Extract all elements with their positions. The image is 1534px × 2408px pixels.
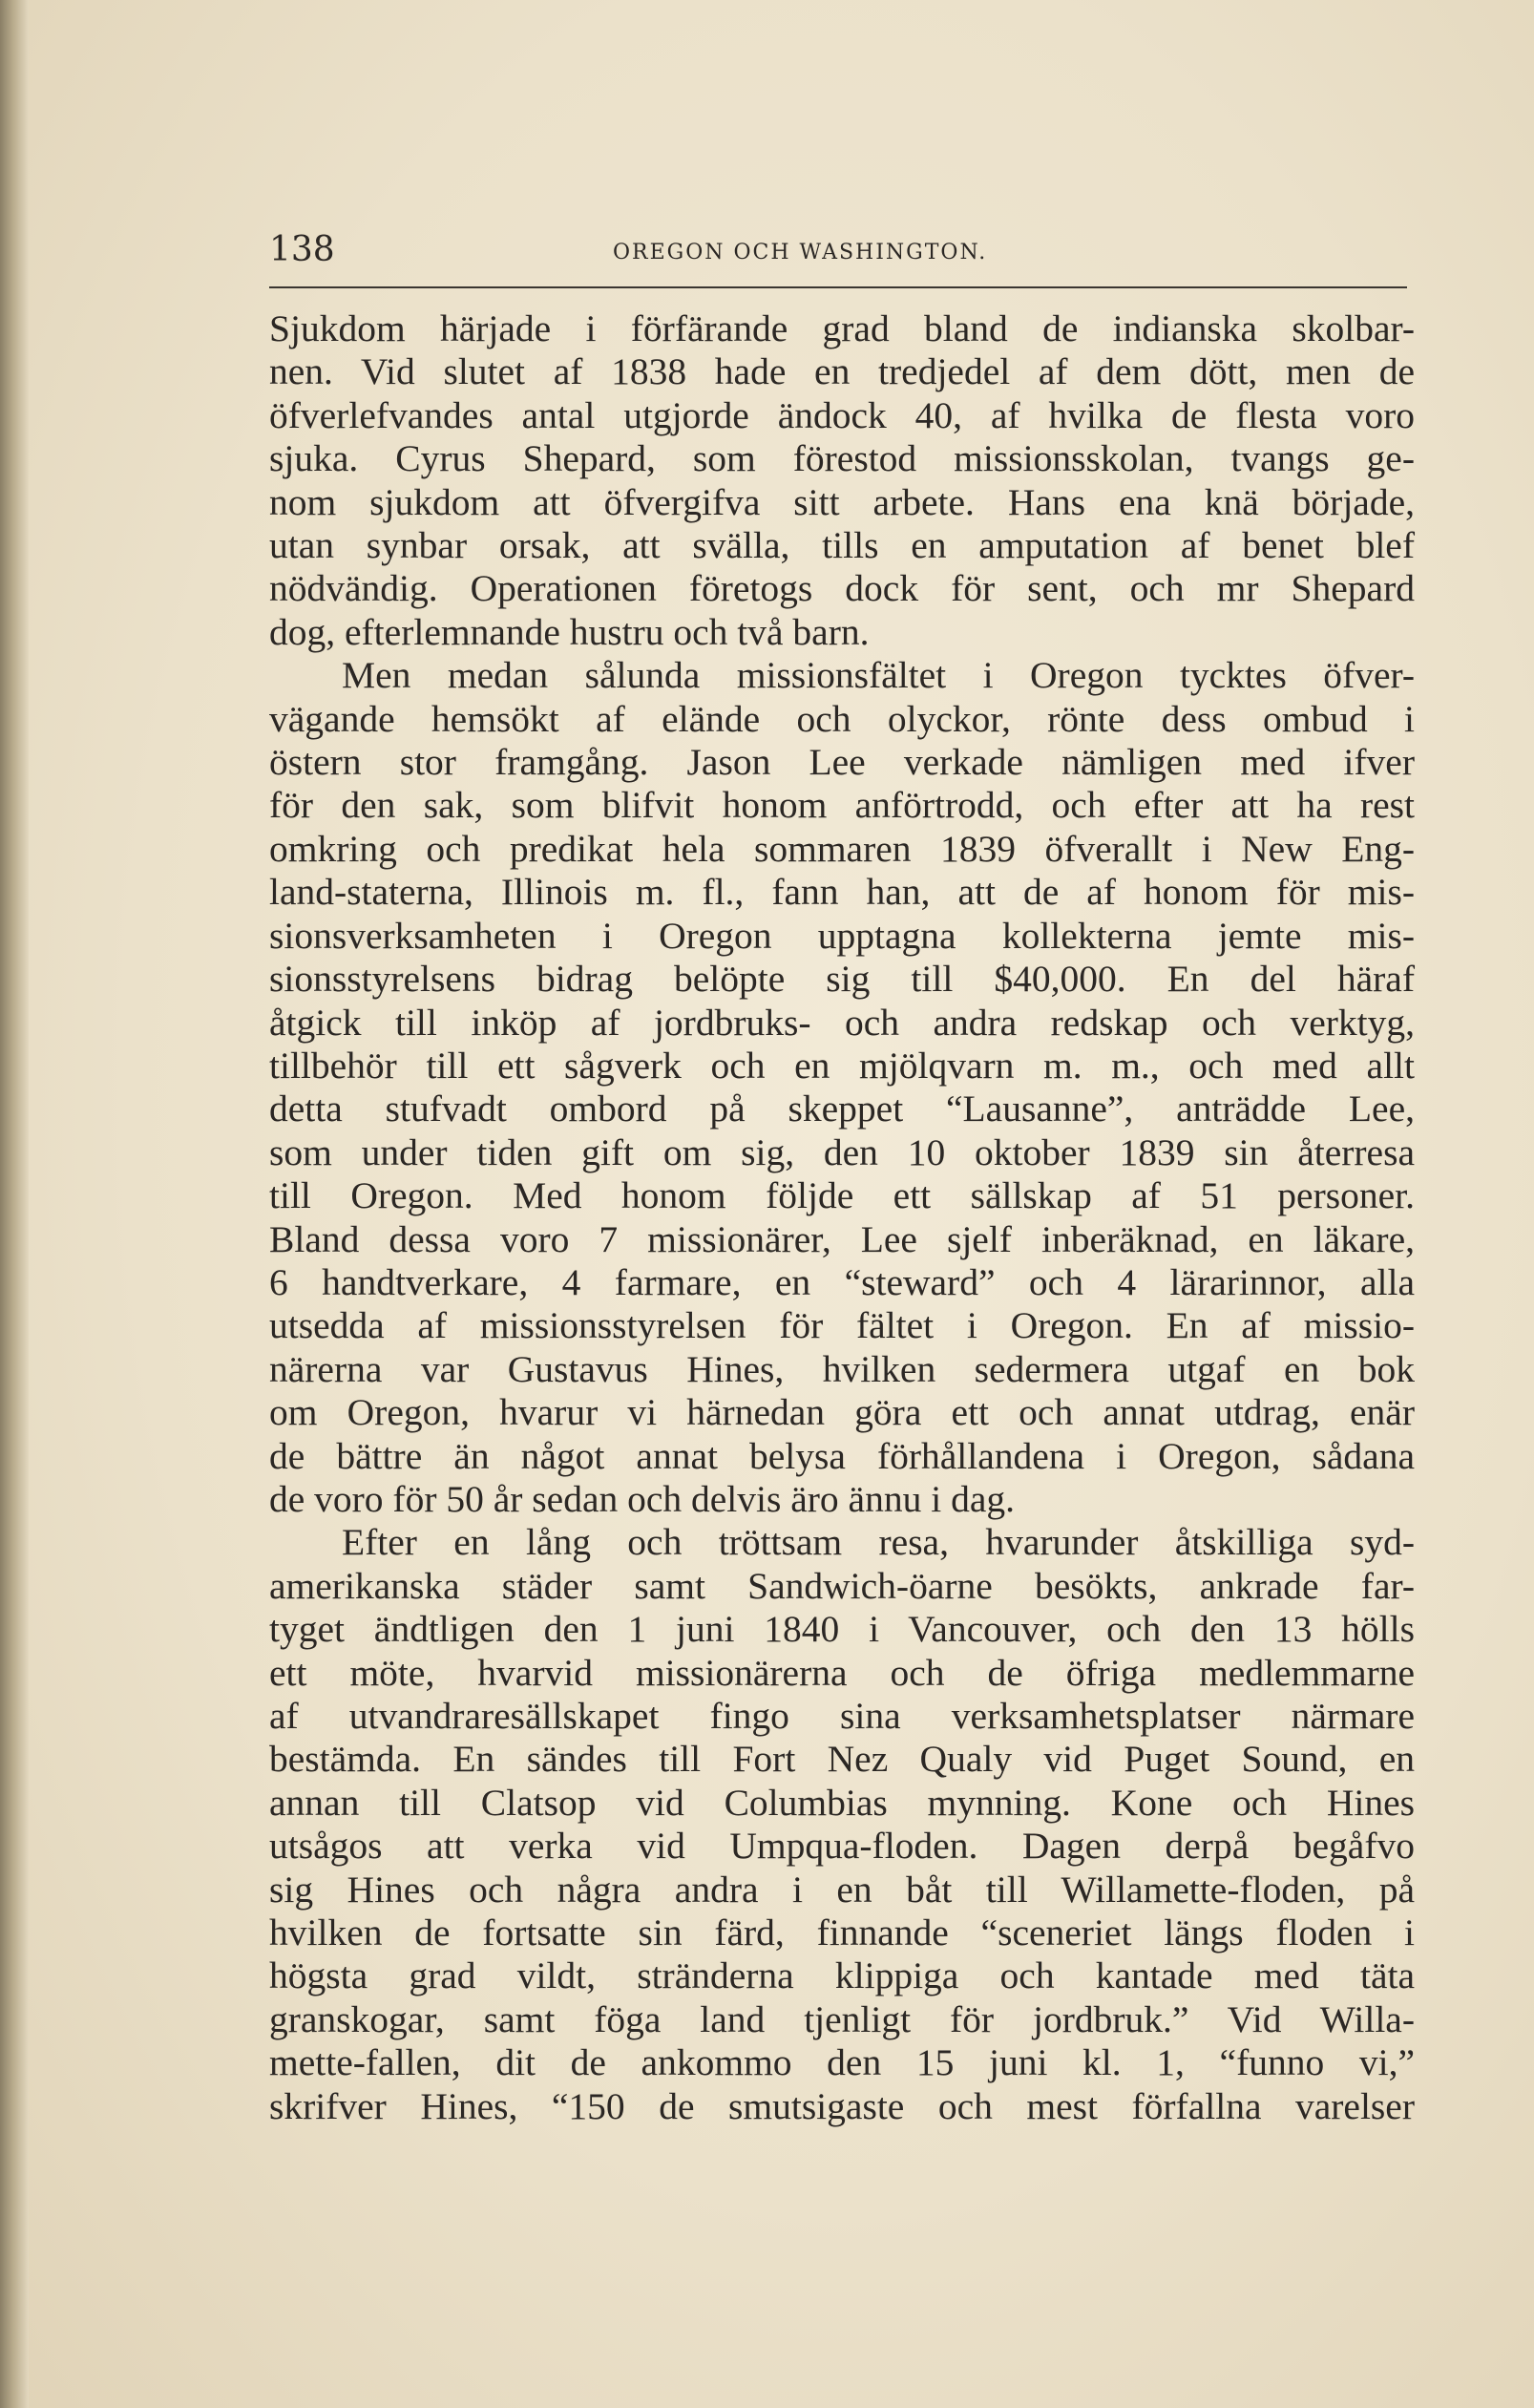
body-text [269,307,1415,2128]
text-line: nödvändig. Operationen företogs dock för sent, och mr Shepard [269,567,1415,610]
text-line: sjuka. Cyrus Shepard, som förestod missionsskolan, tvangs ge- [269,437,1415,480]
text-line: granskogar, samt föga land tjenligt för jordbruk.” Vid Willa- [269,1997,1415,2040]
page-gutter-shadow [0,0,29,2408]
text-line: sionsverksamheten i Oregon upptagna kollekterna jemte mis- [269,914,1415,957]
text-line: skrifver Hines, “150 de smutsigaste och mest förfallna varelser [269,2084,1415,2127]
text-line: land-staterna, Illinois m. fl., fann han, att de af honom för mis- [269,871,1415,914]
text-line: de voro för 50 år sedan och delvis äro ännu i dag. [269,1477,1015,1520]
text-line: närerna var Gustavus Hines, hvilken sedermera utgaf en bok [269,1347,1415,1390]
page-number: 138 [269,230,335,269]
text-line: som under tiden gift om sig, den 10 oktober 1839 sin återresa [269,1130,1415,1173]
text-line: till Oregon. Med honom följde ett sällskap af 51 personer. [269,1174,1415,1217]
text-line: Efter en lång och tröttsam resa, hvarunder åtskilliga syd- [342,1521,1415,1564]
text-line: ett möte, hvarvid missionärerna och de öfriga medlemmarne [269,1651,1415,1694]
text-line: högsta grad vildt, stränderna klippiga och kantade med täta [269,1954,1415,1997]
text-line: Bland dessa voro 7 missionärer, Lee sjelf inberäknad, en läkare, [269,1217,1415,1260]
text-line: vägande hemsökt af elände och olyckor, rönte dess ombud i [269,697,1415,740]
text-line: för den sak, som blifvit honom anförtrodd, och efter att ha rest [269,784,1415,827]
text-line: utan synbar orsak, att svälla, tills en amputation af benet blef [269,524,1415,567]
text-line: om Oregon, hvarur vi härnedan göra ett och annat utdrag, enär [269,1391,1415,1434]
text-line: östern stor framgång. Jason Lee verkade nämligen med ifver [269,741,1415,784]
text-line: öfverlefvandes antal utgjorde ändock 40, af hvilka de flesta voro [269,393,1415,436]
text-line: nen. Vid slutet af 1838 hade en tredjedel af dem dött, men de [269,350,1415,393]
text-line: tillbehör till ett sågverk och en mjölqvarn m. m., och med allt [269,1044,1415,1087]
text-line: annan till Clatsop vid Columbias mynning. Kone och Hines [269,1781,1415,1824]
paragraph-2 [269,654,1415,1521]
text-line: af utvandraresällskapet fingo sina verksamhetsplatser närmare [269,1695,1415,1737]
text-line: mette-fallen, dit de ankommo den 15 juni kl. 1, “funno vi,” [269,2041,1415,2084]
text-line: sig Hines och några andra i en båt till Willamette-floden, på [269,1868,1415,1911]
text-line: hvilken de fortsatte sin färd, finnande “sceneriet längs floden i [269,1912,1415,1954]
text-line: 6 handtverkare, 4 farmare, en “steward” och 4 lärarinnor, alla [269,1260,1415,1303]
text-line: detta stufvadt ombord på skeppet “Lausanne”, anträdde Lee, [269,1088,1415,1130]
text-line: amerikanska städer samt Sandwich-öarne besökts, ankrade far- [269,1564,1415,1607]
text-line: omkring och predikat hela sommaren 1839 öfverallt i New Eng- [269,827,1415,870]
paragraph-3 [269,1521,1415,2128]
text-line: Men medan sålunda missionsfältet i Oregon tycktes öfver- [342,654,1415,697]
text-line: utsedda af missionsstyrelsen för fältet i Oregon. En af missio- [269,1304,1415,1347]
text-line: utsågos att verka vid Umpqua-floden. Dagen derpå begåfvo [269,1825,1415,1868]
text-line: sionsstyrelsens bidrag belöpte sig till $40,000. En del häraf [269,958,1415,1001]
text-line: tyget ändtligen den 1 juni 1840 i Vancouver, och den 13 hölls [269,1608,1415,1651]
text-line: åtgick till inköp af jordbruks- och andra redskap och verktyg, [269,1001,1415,1044]
running-title: OREGON OCH WASHINGTON. [613,241,988,264]
text-line: nom sjukdom att öfvergifva sitt arbete. Hans ena knä började, [269,480,1415,523]
running-head [269,229,1407,288]
text-line: dog, efterlemnande hustru och två barn. [269,610,870,653]
text-line: de bättre än något annat belysa förhållandena i Oregon, sådana [269,1434,1415,1477]
text-line: bestämda. En sändes till Fort Nez Qualy vid Puget Sound, en [269,1738,1415,1781]
text-line: Sjukdom härjade i förfärande grad bland de indianska skolbar- [269,307,1415,349]
paragraph-1 [269,307,1415,654]
